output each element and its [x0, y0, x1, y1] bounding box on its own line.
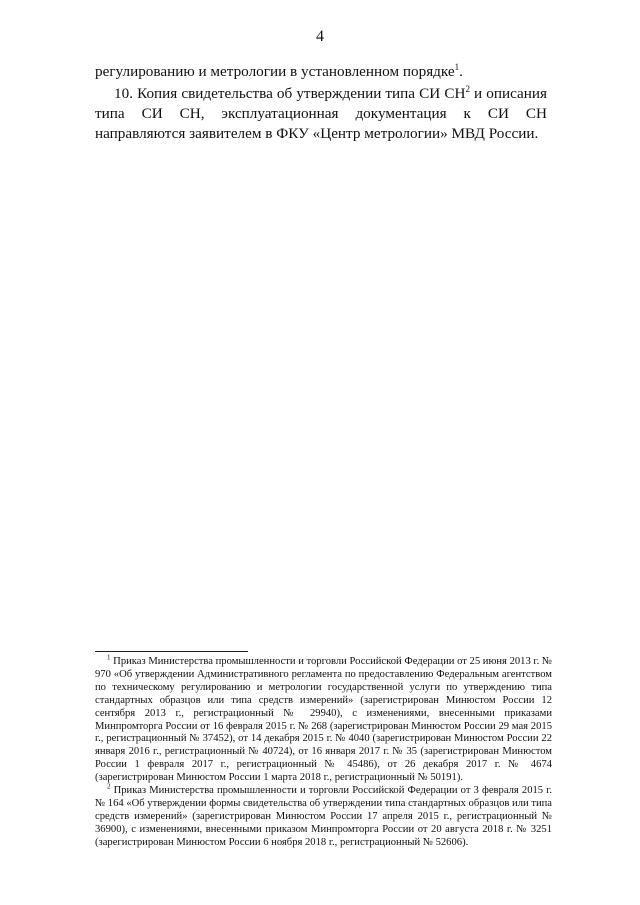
- paragraph-10-text-end: и описания типа СИ СН, эксплуатационная документация к СИ СН направляются заявителем в ФКУ «Центр метрологии» МВД России.: [95, 85, 547, 142]
- paragraph-10: [95, 84, 547, 144]
- body-text-period: .: [459, 63, 463, 80]
- footnote-1-text: Приказ Министерства промышленности и торговли Российской Федерации от 25 июня 2013 г. № 970 «Об утверждении Административного регламента по предоставлению Федеральным агентством по техническому регулированию и метрологии государственной услуги по утверждению типа стандартных образцов или типа средств измерений» (зарегистрирован Минюстом России 12 сентября 2013 г., регистрационный № 29940), с изменениями, внесенными приказами Минпромторга России от 16 февраля 2015 г. № 268 (зарегистрирован Минюстом России 29 мая 2015 г., регистрационный № 37452), от 14 декабря 2015 г. № 4040 (зарегистрирован Минюстом России 22 января 2016 г., регистрационный № 40724), от 16 января 2017 г. № 35 (зарегистрирован Минюстом России 1 февраля 2017 г., регистрационный № 45486), от 26 декабря 2017 г. № 4674 (зарегистрирован Минюстом России 1 марта 2018 г., регистрационный № 50191).: [95, 656, 552, 784]
- footnote-2-mark: 2: [107, 782, 111, 791]
- footnote-1-mark: 1: [107, 653, 111, 662]
- footnote-reference-2: 2: [465, 83, 470, 94]
- footnote-separator: [95, 651, 248, 652]
- body-paragraph-continuation: [95, 62, 547, 82]
- body-text-line: регулированию и метрологии в установленном порядке: [95, 63, 455, 80]
- footnote-reference-1: 1: [454, 61, 460, 72]
- page-number: 4: [316, 28, 324, 45]
- footnote-2-text: Приказ Министерства промышленности и торговли Российской Федерации от 3 февраля 2015 г. № 164 «Об утверждении формы свидетельства об утверждении типа стандартных образцов или типа средств измерений» (зарегистрирован Минюстом России 17 апреля 2015 г., регистрационный № 36900), с изменениями, внесенными приказом Минпромторга России от 20 августа 2018 г. № 3251 (зарегистрирован Минюстом России 6 ноября 2018 г., регистрационный № 52606).: [95, 785, 552, 848]
- footnotes-section: [95, 653, 552, 850]
- footnote-2: [95, 782, 552, 850]
- footnote-1: [95, 653, 552, 785]
- paragraph-10-text-start: 10. Копия свидетельства об утверждении типа СИ СН: [114, 85, 466, 102]
